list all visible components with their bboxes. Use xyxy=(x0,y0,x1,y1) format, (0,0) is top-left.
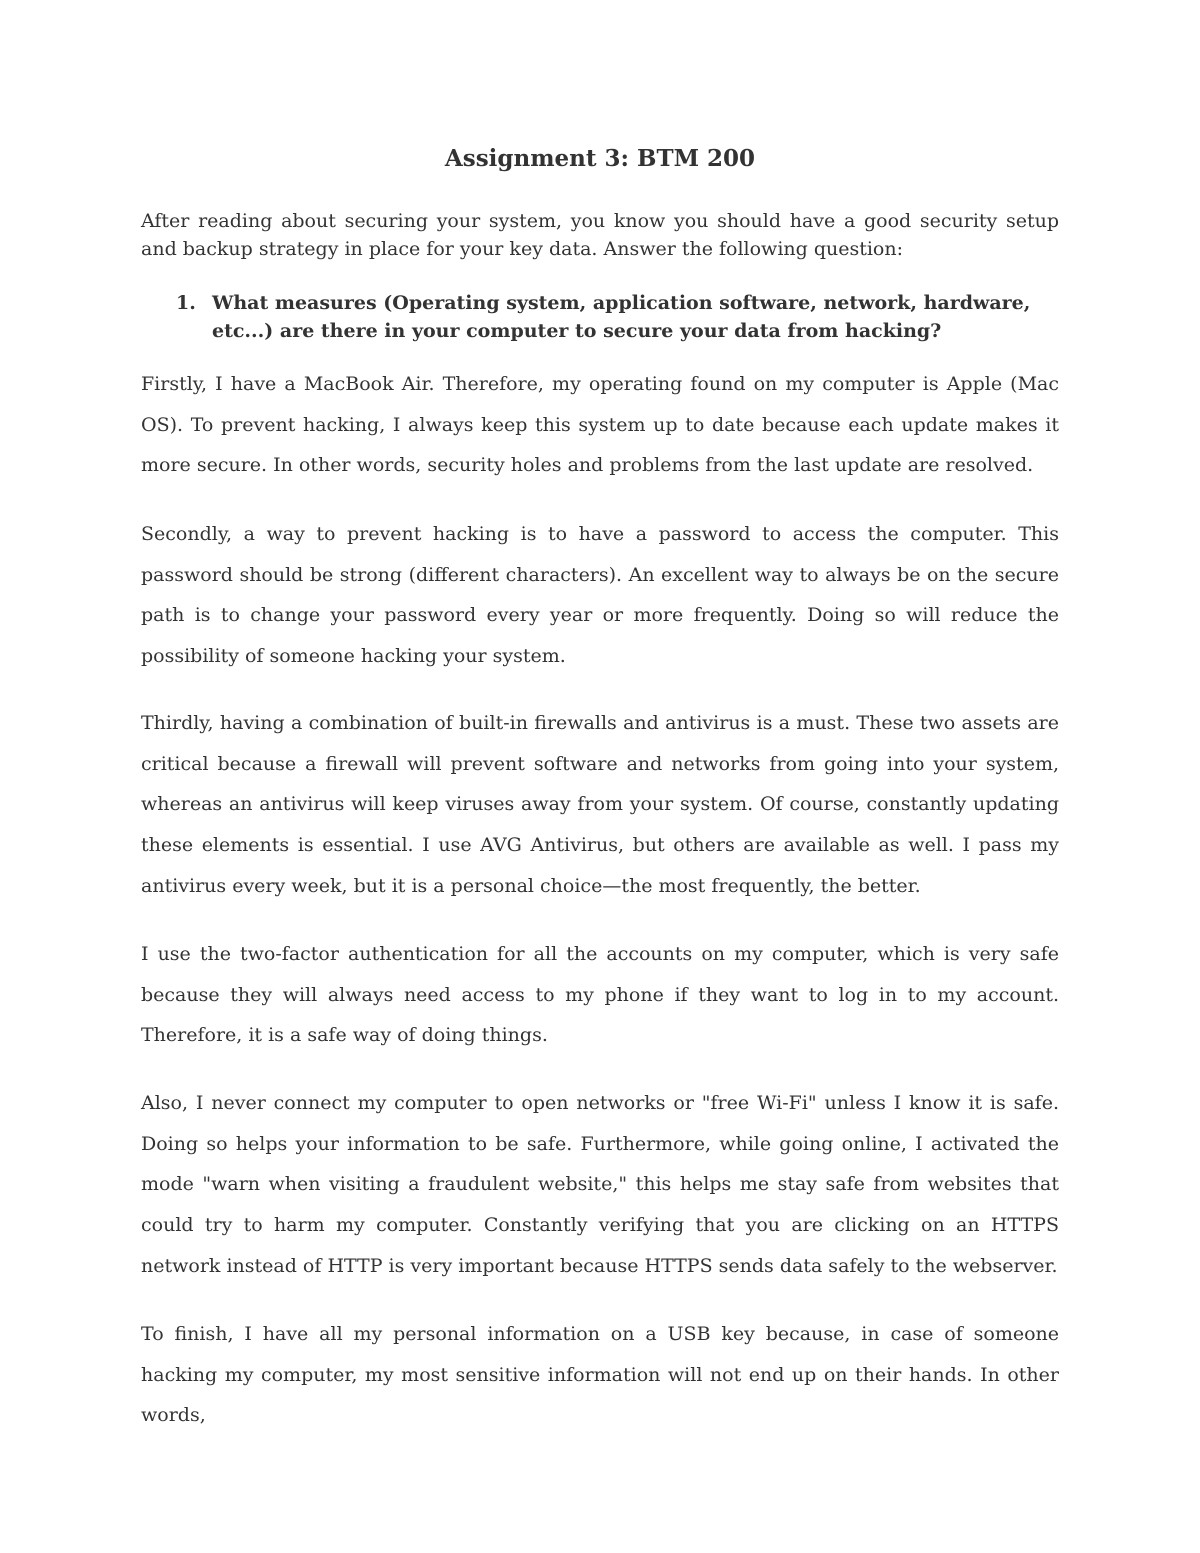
document-title: Assignment 3: BTM 200 xyxy=(444,145,756,172)
answer-paragraph-firewall: Thirdly, having a combination of built-in firewalls and antivirus is a must. These two assets are critical because a firewall will prevent software and networks from going into your system, whereas an antivirus will keep viruses away from your system. Of course, constantly updating these elements is essential. I use AVG Antivirus, but others are available as well. I pass my antivirus every week, but it is a personal choice—the most frequently, the better. xyxy=(141,712,1059,897)
question-item xyxy=(141,289,1059,345)
answer-paragraph-two-factor: I use the two-factor authentication for all the accounts on my computer, which is very safe because they will always need access to my phone if they want to log in to my account. Therefore, it is a safe way of doing things. xyxy=(141,943,1059,1047)
answer-paragraph-password: Secondly, a way to prevent hacking is to have a password to access the computer. This password should be strong (different characters). An excellent way to always be on the secure path is to change your password every year or more frequently. Doing so will reduce the possibility of someone hacking your system. xyxy=(141,523,1059,668)
intro-paragraph: After reading about securing your system, you know you should have a good security setup and backup strategy in place for your key data. Answer the following question: xyxy=(141,210,1059,260)
answer-paragraph-networks: Also, I never connect my computer to open networks or "free Wi-Fi" unless I know it is safe. Doing so helps your information to be safe. Furthermore, while going online, I activated the mode "warn when visiting a fraudulent website," this helps me stay safe from websites that could try to harm my computer. Constantly verifying that you are clicking on an HTTPS network instead of HTTP is very important because HTTPS sends data safely to the webserver. xyxy=(141,1092,1059,1277)
answer-paragraph-usb: To finish, I have all my personal information on a USB key because, in case of someone hacking my computer, my most sensitive information will not end up on their hands. In other words, xyxy=(141,1323,1059,1427)
question-number: 1. xyxy=(176,292,196,314)
question-text: What measures (Operating system, application software, network, hardware, etc...) are there in your computer to secure your data from hacking? xyxy=(212,292,1031,342)
answer-paragraph-os: Firstly, I have a MacBook Air. Therefore, my operating found on my computer is Apple (Mac OS). To prevent hacking, I always keep this system up to date because each update makes it more secure. In other words, security holes and problems from the last update are resolved. xyxy=(141,373,1059,477)
